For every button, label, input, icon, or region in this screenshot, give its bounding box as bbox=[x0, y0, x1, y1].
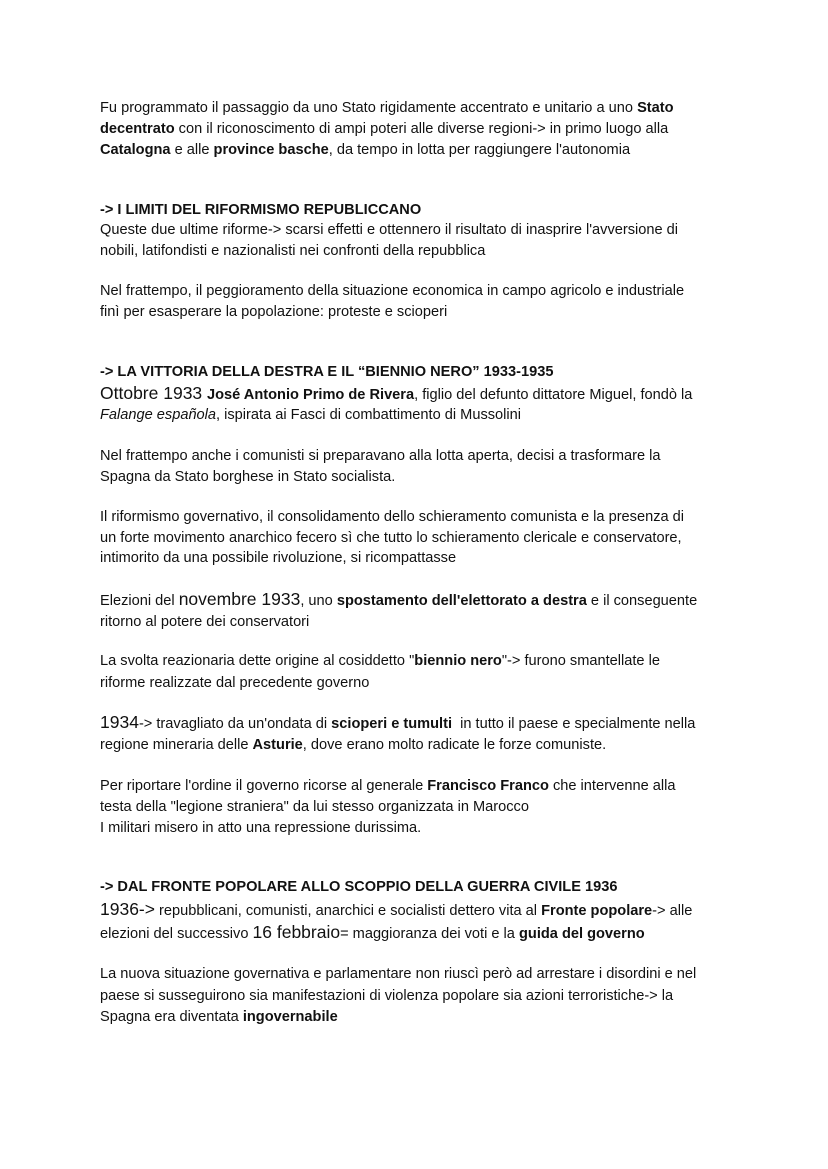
italic-text: Falange española bbox=[100, 407, 217, 423]
text-segment: riforme realizzate dal precedente governo bbox=[100, 675, 370, 691]
bold-text: José Antonio Primo de Rivera bbox=[207, 387, 415, 403]
bold-text: -> I LIMITI DEL RIFORMISMO REPUBLICCANO bbox=[100, 202, 422, 218]
text-line bbox=[100, 713, 695, 733]
bold-text: Stato bbox=[637, 100, 674, 116]
text-line bbox=[100, 613, 309, 631]
text-segment: I militari misero in atto una repressione durissima. bbox=[100, 820, 422, 836]
bold-text: spostamento dell'elettorato a destra bbox=[336, 593, 587, 609]
text-line bbox=[100, 282, 684, 300]
text-line bbox=[100, 777, 675, 795]
section-heading bbox=[100, 201, 421, 219]
text-line bbox=[100, 384, 692, 404]
text-line bbox=[100, 242, 485, 260]
bold-text: -> LA VITTORIA DELLA DESTRA E IL “BIENNIO NERO” 1933-1935 bbox=[100, 364, 554, 380]
bold-text: Fronte popolare bbox=[541, 903, 653, 919]
text-segment: e il conseguente bbox=[586, 593, 698, 609]
large-text: 1936-> bbox=[100, 899, 155, 919]
bold-text: province basche bbox=[213, 142, 329, 158]
text-segment: La svolta reazionaria dette origine al cosiddetto " bbox=[100, 653, 415, 669]
text-line bbox=[100, 819, 421, 837]
text-line bbox=[100, 447, 661, 465]
bold-text: biennio nero bbox=[414, 653, 502, 669]
text-segment: Nel frattempo, il peggioramento della situazione economica in campo agricolo e industriale bbox=[100, 283, 685, 299]
bold-text: scioperi e tumulti bbox=[331, 716, 452, 732]
bold-text: Asturie bbox=[252, 737, 303, 753]
text-segment: Il riformismo governativo, il consolidamento dello schieramento comunista e la presenza di bbox=[100, 509, 685, 525]
text-line bbox=[100, 798, 529, 816]
text-segment: Nel frattempo anche i comunisti si preparavano alla lotta aperta, decisi a trasformare la bbox=[100, 448, 661, 464]
text-segment: che intervenne alla bbox=[548, 778, 676, 794]
text-line bbox=[100, 468, 395, 486]
large-text: 16 febbraio bbox=[252, 922, 341, 942]
bold-text: -> DAL FRONTE POPOLARE ALLO SCOPPIO DELLA GUERRA CIVILE 1936 bbox=[100, 879, 618, 895]
text-segment: -> travagliato da un'ondata di bbox=[138, 716, 332, 732]
text-segment: Spagna da Stato borghese in Stato socialista. bbox=[100, 469, 396, 485]
text-line bbox=[100, 529, 682, 547]
text-segment: e alle bbox=[170, 142, 214, 158]
text-segment: elezioni del successivo bbox=[100, 926, 253, 942]
text-line bbox=[100, 674, 369, 692]
text-segment: Per riportare l'ordine il governo ricorse al generale bbox=[100, 778, 428, 794]
text-segment: con il riconoscimento di ampi poteri alle diverse regioni-> in primo luogo alla bbox=[174, 121, 669, 137]
bold-text: Francisco Franco bbox=[427, 778, 549, 794]
text-line bbox=[100, 652, 660, 670]
text-segment: regione mineraria delle bbox=[100, 737, 253, 753]
text-segment: La nuova situazione governativa e parlamentare non riuscì però ad arrestare i disordini e nel bbox=[100, 966, 697, 982]
text-line bbox=[100, 99, 674, 117]
text-segment: in tutto il paese e specialmente nella bbox=[452, 716, 696, 732]
text-line bbox=[100, 141, 630, 159]
text-segment: un forte movimento anarchico fecero sì che tutto lo schieramento clericale e conservatore, bbox=[100, 530, 682, 546]
section-heading bbox=[100, 878, 617, 896]
text-line bbox=[100, 965, 696, 983]
text-segment: , ispirata ai Fasci di combattimento di Mussolini bbox=[216, 407, 521, 423]
bold-text: guida del governo bbox=[518, 926, 645, 942]
text-segment: repubblicani, comunisti, anarchici e socialisti dettero vita al bbox=[154, 903, 542, 919]
text-line bbox=[100, 221, 678, 239]
text-segment: Elezioni del bbox=[100, 593, 179, 609]
text-segment: -> alle bbox=[652, 903, 693, 919]
large-text: Ottobre 1933 bbox=[100, 383, 208, 403]
text-line bbox=[100, 590, 697, 610]
text-segment: , dove erano molto radicate le forze comuniste. bbox=[302, 737, 607, 753]
large-text: novembre 1933 bbox=[178, 589, 301, 609]
text-segment: intimorito da una possibile rivoluzione, si ricompattasse bbox=[100, 550, 457, 566]
text-segment: ritorno al potere dei conservatori bbox=[100, 614, 310, 630]
text-line bbox=[100, 736, 606, 754]
section-heading bbox=[100, 363, 553, 381]
text-line bbox=[100, 406, 521, 424]
bold-text: decentrato bbox=[100, 121, 175, 137]
text-segment: nobili, latifondisti e nazionalisti nei confronti della repubblica bbox=[100, 243, 486, 259]
text-line bbox=[100, 120, 668, 138]
text-segment: testa della "legione straniera" da lui stesso organizzata in Marocco bbox=[100, 799, 529, 815]
bold-text: ingovernabile bbox=[242, 1009, 338, 1025]
bold-text: Catalogna bbox=[100, 142, 171, 158]
text-segment: Queste due ultime riforme-> scarsi effetti e ottennero il risultato di inasprire l'avversione di bbox=[100, 222, 679, 238]
text-line bbox=[100, 900, 692, 920]
text-segment: Fu programmato il passaggio da uno Stato rigidamente accentrato e unitario a uno bbox=[100, 100, 638, 116]
text-segment: , da tempo in lotta per raggiungere l'autonomia bbox=[328, 142, 631, 158]
text-line bbox=[100, 303, 447, 321]
text-segment: Spagna era diventata bbox=[100, 1009, 243, 1025]
text-line bbox=[100, 508, 684, 526]
text-line bbox=[100, 987, 673, 1005]
large-text: 1934 bbox=[100, 712, 139, 732]
text-line bbox=[100, 549, 456, 567]
text-segment: "-> furono smantellate le bbox=[501, 653, 660, 669]
text-segment: finì per esasperare la popolazione: proteste e scioperi bbox=[100, 304, 448, 320]
text-line bbox=[100, 923, 645, 943]
text-segment: = maggioranza dei voti e la bbox=[340, 926, 519, 942]
text-segment: , uno bbox=[300, 593, 337, 609]
text-line bbox=[100, 1008, 338, 1026]
text-segment: , figlio del defunto dittatore Miguel, fondò la bbox=[414, 387, 693, 403]
text-segment: paese si susseguirono sia manifestazioni di violenza popolare sia azioni terroristiche-> la bbox=[100, 988, 674, 1004]
